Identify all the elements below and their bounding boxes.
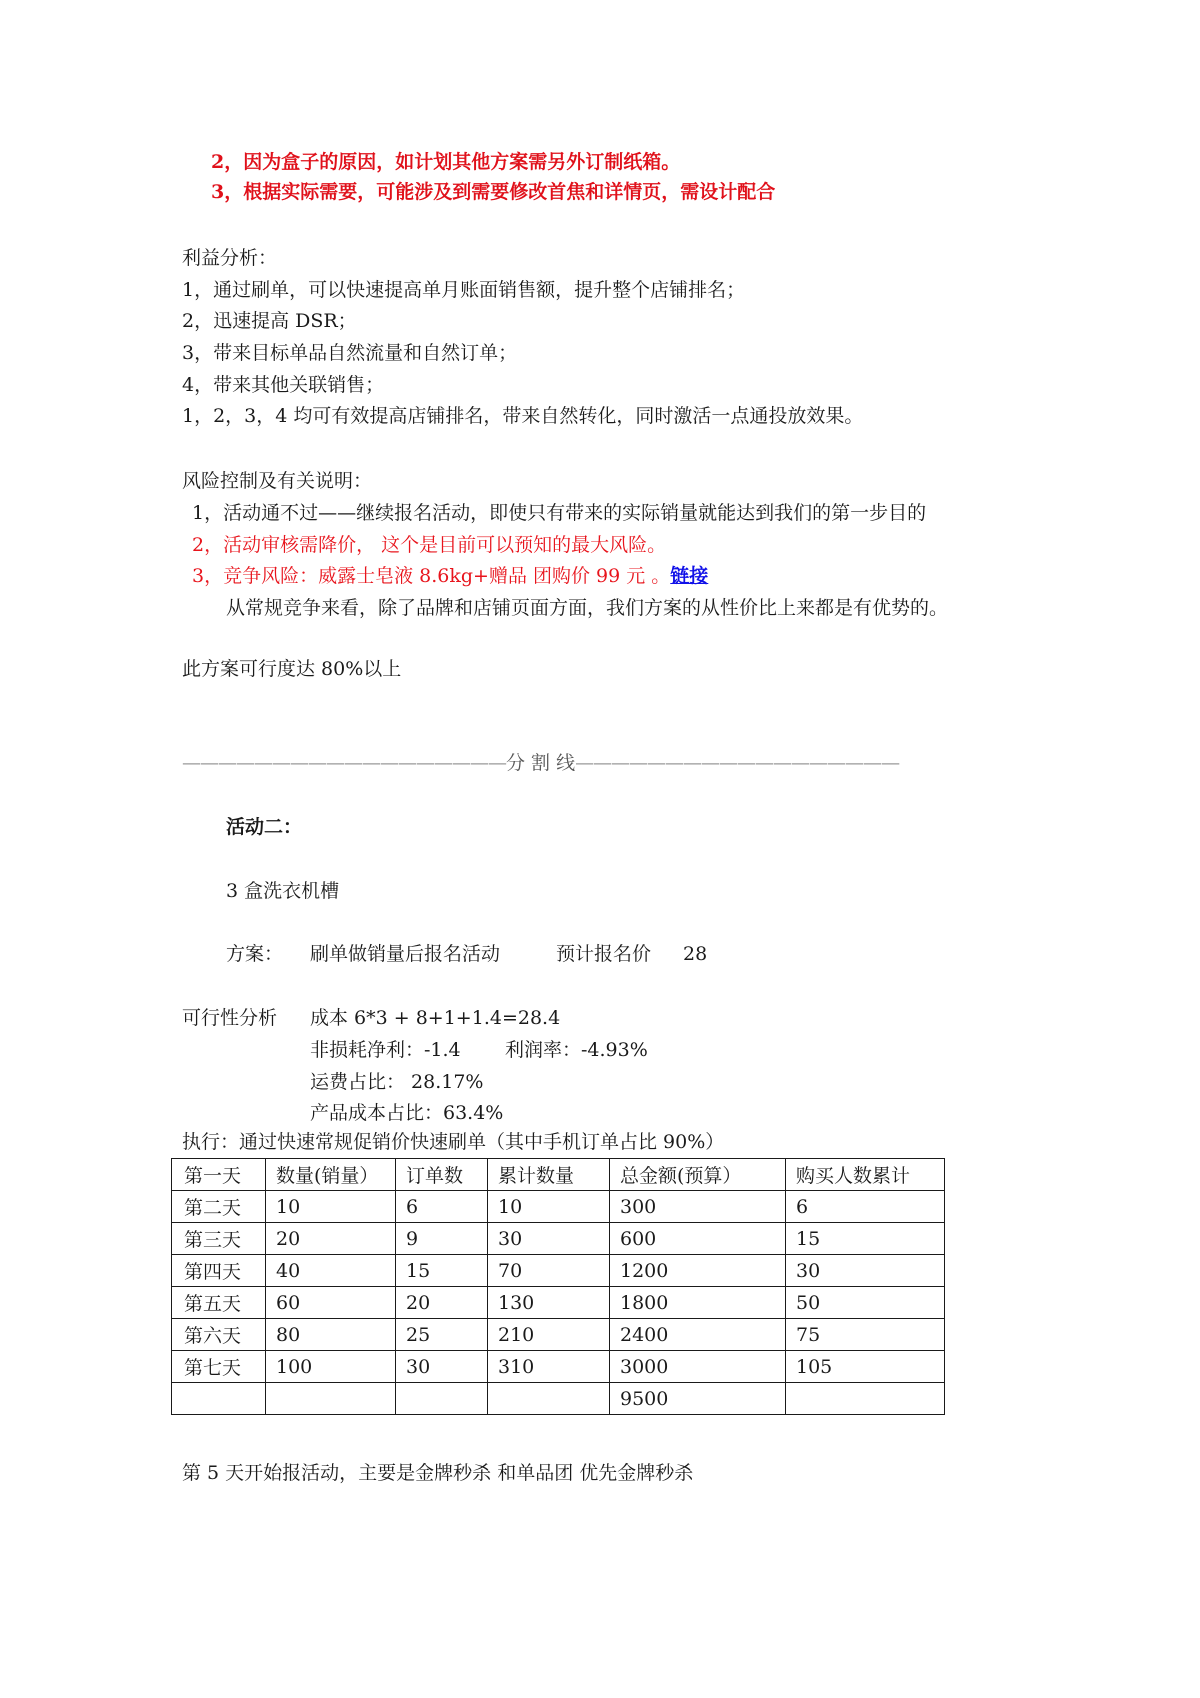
benefit-item: 4，带来其他关联销售； <box>182 374 385 396</box>
risk-item-4: 从常规竞争来看，除了品牌和店铺页面方面，我们方案的从性价比上来都是有优势的。 <box>226 597 949 619</box>
table-header-cell: 数量(销量） <box>266 1159 396 1191</box>
table-cell: 75 <box>786 1319 945 1351</box>
table-header-cell: 订单数 <box>396 1159 488 1191</box>
risk-control-heading: 风险控制及有关说明： <box>182 470 373 492</box>
table-cell: 6 <box>786 1191 945 1223</box>
section-divider <box>182 750 899 776</box>
table-header-cell: 总金额(预算） <box>610 1159 786 1191</box>
table-header-cell: 第一天 <box>172 1159 266 1191</box>
feasibility-summary: 此方案可行度达 80%以上 <box>182 658 402 680</box>
benefit-item: 1，通过刷单，可以快速提高单月账面销售额，提升整个店铺排名； <box>182 279 746 301</box>
activity1-note-3: 3，根据实际需要，可能涉及到需要修改首焦和详情页，需设计配合 <box>211 181 776 203</box>
benefit-item: 2，迅速提高 DSR； <box>182 310 357 332</box>
table-cell: 6 <box>396 1191 488 1223</box>
table-header-cell: 购买人数累计 <box>786 1159 945 1191</box>
table-total-amount: 9500 <box>610 1383 786 1415</box>
table-cell: 1200 <box>610 1255 786 1287</box>
divider-dashes-left: —————————————————— <box>182 752 506 774</box>
divider-dashes-right: —————————————————— <box>575 752 900 774</box>
activity2-plan-label: 方案： <box>226 943 284 965</box>
table-cell: 第六天 <box>172 1319 266 1351</box>
activity2-title: 活动二： <box>226 816 303 838</box>
table-header-row <box>172 1159 945 1191</box>
table-cell: 40 <box>266 1255 396 1287</box>
table-cell: 600 <box>610 1223 786 1255</box>
table-cell: 25 <box>396 1319 488 1351</box>
table-cell <box>396 1383 488 1415</box>
profit-rate: 利润率：-4.93% <box>505 1039 648 1061</box>
table-cell: 3000 <box>610 1351 786 1383</box>
table-cell: 10 <box>488 1191 610 1223</box>
table-cell: 30 <box>396 1351 488 1383</box>
execution-line: 执行：通过快速常规促销价快速刷单（其中手机订单占比 90%） <box>182 1131 725 1153</box>
table-cell: 30 <box>786 1255 945 1287</box>
feasibility-label: 可行性分析 <box>182 1007 278 1029</box>
table-cell: 105 <box>786 1351 945 1383</box>
table-cell: 第七天 <box>172 1351 266 1383</box>
benefit-summary: 1，2，3，4 均可有效提高店铺排名，带来自然转化，同时激活一点通投放效果。 <box>182 405 864 427</box>
table-cell: 130 <box>488 1287 610 1319</box>
table-cell: 10 <box>266 1191 396 1223</box>
risk-item-2: 2，活动审核需降价， 这个是目前可以预知的最大风险。 <box>192 534 667 556</box>
table-row <box>172 1351 945 1383</box>
divider-label: 分 割 线 <box>506 752 576 774</box>
table-cell: 210 <box>488 1319 610 1351</box>
table-cell <box>488 1383 610 1415</box>
risk-item-3 <box>192 563 708 589</box>
benefit-item: 3，带来目标单品自然流量和自然订单； <box>182 342 518 364</box>
table-cell: 2400 <box>610 1319 786 1351</box>
table-cell: 300 <box>610 1191 786 1223</box>
table-cell: 50 <box>786 1287 945 1319</box>
expected-price-label: 预计报名价 <box>556 943 652 965</box>
table-cell <box>266 1383 396 1415</box>
table-cell: 第二天 <box>172 1191 266 1223</box>
activity1-note-2: 2，因为盒子的原因，如计划其他方案需另外订制纸箱。 <box>211 151 681 173</box>
competitor-link[interactable]: 链接 <box>670 565 709 587</box>
activity2-product: 3 盒洗衣机槽 <box>226 880 340 902</box>
product-cost-ratio: 产品成本占比：63.4% <box>310 1102 504 1124</box>
table-cell: 15 <box>396 1255 488 1287</box>
table-cell: 第三天 <box>172 1223 266 1255</box>
table-row <box>172 1319 945 1351</box>
table-row <box>172 1223 945 1255</box>
sales-plan-table <box>171 1158 945 1415</box>
table-row <box>172 1255 945 1287</box>
table-cell: 100 <box>266 1351 396 1383</box>
activity2-footer-note: 第 5 天开始报活动，主要是金牌秒杀 和单品团 优先金牌秒杀 <box>182 1462 694 1484</box>
net-profit: 非损耗净利：-1.4 <box>310 1039 461 1061</box>
table-cell: 15 <box>786 1223 945 1255</box>
table-cell <box>172 1383 266 1415</box>
table-cell: 80 <box>266 1319 396 1351</box>
table-cell: 20 <box>266 1223 396 1255</box>
table-row <box>172 1287 945 1319</box>
table-total-row <box>172 1383 945 1415</box>
table-cell: 1800 <box>610 1287 786 1319</box>
table-cell: 第五天 <box>172 1287 266 1319</box>
table-cell: 第四天 <box>172 1255 266 1287</box>
table-cell <box>786 1383 945 1415</box>
table-cell: 30 <box>488 1223 610 1255</box>
table-cell: 60 <box>266 1287 396 1319</box>
risk-item-3-text: 3，竞争风险：威露士皂液 8.6kg+赠品 团购价 99 元 。 <box>192 565 671 587</box>
table-row <box>172 1191 945 1223</box>
risk-item-1: 1，活动通不过——继续报名活动，即使只有带来的实际销量就能达到我们的第一步目的 <box>192 502 927 524</box>
benefit-analysis-heading: 利益分析： <box>182 247 278 269</box>
table-header-cell: 累计数量 <box>488 1159 610 1191</box>
table-cell: 20 <box>396 1287 488 1319</box>
cost-line: 成本 6*3 + 8+1+1.4=28.4 <box>310 1007 561 1029</box>
shipping-ratio: 运费占比： 28.17% <box>310 1071 484 1093</box>
activity2-plan-text: 刷单做销量后报名活动 <box>310 943 501 965</box>
table-cell: 310 <box>488 1351 610 1383</box>
table-cell: 9 <box>396 1223 488 1255</box>
table-cell: 70 <box>488 1255 610 1287</box>
expected-price-value: 28 <box>683 943 708 965</box>
